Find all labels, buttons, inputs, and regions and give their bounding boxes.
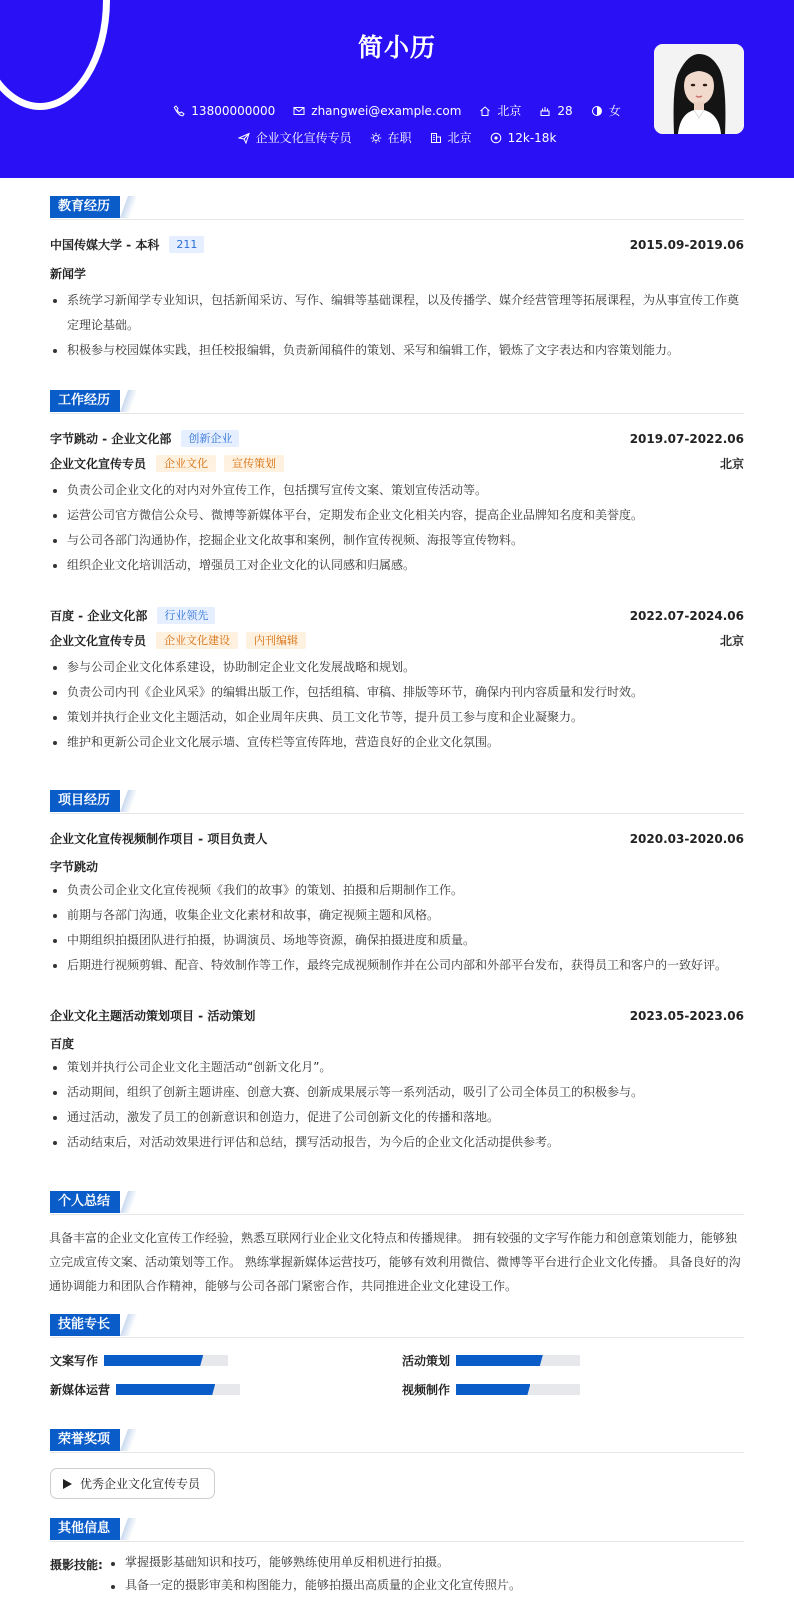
project-header-row	[50, 1007, 744, 1024]
project-title-bar	[50, 790, 744, 814]
list-item: 参与公司企业文化体系建设，协助制定企业文化发展战略和规划。	[50, 655, 744, 680]
skill-bar-fill	[104, 1355, 203, 1366]
city-item	[430, 129, 472, 146]
school-badge: 211	[169, 236, 204, 253]
work-header-row	[50, 430, 744, 447]
role-name: 企业文化宣传专员	[50, 634, 147, 648]
skills-section	[50, 1314, 744, 1397]
company-name: 百度 - 企业文化部	[50, 609, 148, 623]
list-item: 策划并执行公司企业文化主题活动“创新文化月”。	[50, 1055, 744, 1080]
school-name: 中国传媒大学 - 本科	[50, 238, 160, 252]
status-item	[370, 129, 412, 146]
resume-header	[0, 0, 794, 178]
education-bullets	[50, 288, 744, 363]
awards-title-bar	[50, 1429, 744, 1453]
skill-bar-fill	[116, 1384, 215, 1395]
summary-title-bar	[50, 1191, 744, 1215]
section-title: 其他信息	[50, 1518, 120, 1540]
city-text: 北京	[447, 131, 472, 145]
list-item: 活动期间，组织了创新主题讲座、创意大赛、创新成果展示等一系列活动，吸引了公司全体员工的积极参与。	[50, 1080, 744, 1105]
position-text: 企业文化宣传专员	[255, 131, 352, 145]
major-name: 新闻学	[50, 267, 87, 281]
role-tag: 企业文化	[156, 455, 216, 472]
skill-bar	[456, 1355, 580, 1366]
list-item: 掌握摄影基础知识和技巧，能够熟练使用单反相机进行拍摄。	[108, 1551, 744, 1574]
skill-name: 新媒体运营	[50, 1383, 111, 1397]
other-label: 摄影技能:	[50, 1558, 103, 1572]
project-org: 百度	[50, 1037, 75, 1051]
section-title: 荣誉奖项	[50, 1429, 120, 1451]
list-item: 策划并执行企业文化主题活动，如企业周年庆典、员工文化节等，提升员工参与度和企业凝聚力。	[50, 705, 744, 730]
gender-icon	[591, 105, 603, 117]
skill-bar-fill	[456, 1384, 530, 1395]
work-title-bar	[50, 390, 744, 414]
list-item: 后期进行视频剪辑、配音、特效制作等工作，最终完成视频制作并在公司内部和外部平台发布，获得员工和客户的一致好评。	[50, 953, 744, 978]
mail-icon	[293, 105, 305, 117]
play-icon	[63, 1479, 72, 1489]
project-org: 字节跳动	[50, 860, 99, 874]
education-header-row	[50, 236, 744, 253]
work-role-row	[50, 455, 744, 472]
salary-text: 12k-18k	[507, 130, 557, 145]
summary-section	[49, 1191, 744, 1293]
section-title: 个人总结	[50, 1191, 120, 1213]
list-item: 运营公司官方微信公众号、微博等新媒体平台，定期发布企业文化相关内容，提高企业品牌知名度和美誉度。	[50, 503, 744, 528]
phone-text: 13800000000	[191, 103, 276, 118]
location-text: 北京	[497, 104, 522, 118]
education-date: 2015.09-2019.06	[629, 237, 744, 252]
skill-bar-fill	[456, 1355, 543, 1366]
project-title: 企业文化宣传视频制作项目 - 项目负责人	[50, 832, 268, 846]
role-name: 企业文化宣传专员	[50, 457, 147, 471]
section-title: 项目经历	[50, 790, 120, 812]
skill-bar	[104, 1355, 228, 1366]
position-item	[238, 129, 352, 146]
skill-item	[50, 1381, 240, 1398]
skill-name: 文案写作	[50, 1354, 99, 1368]
skill-name: 活动策划	[402, 1354, 451, 1368]
age-item	[539, 104, 572, 118]
list-item: 具备一定的摄影审美和构图能力，能够拍摄出高质量的企业文化宣传照片。	[108, 1574, 744, 1597]
skill-item	[402, 1352, 580, 1369]
email-item	[293, 104, 461, 118]
phone-item	[173, 104, 275, 118]
role-tag: 宣传策划	[224, 455, 284, 472]
role-tag: 企业文化建设	[156, 632, 238, 649]
education-title-bar	[50, 196, 744, 220]
status-icon	[370, 132, 382, 144]
project-date: 2020.03-2020.06	[629, 831, 744, 846]
section-title: 技能专长	[50, 1314, 120, 1336]
work-bullets	[50, 655, 744, 755]
other-bullets	[108, 1551, 744, 1597]
building-icon	[430, 132, 442, 144]
skill-bar	[116, 1384, 240, 1395]
awards-section	[50, 1429, 744, 1491]
company-name: 字节跳动 - 企业文化部	[50, 432, 172, 446]
project-title: 企业文化主题活动策划项目 - 活动策划	[50, 1009, 256, 1023]
cake-icon	[539, 105, 551, 117]
skill-bar	[456, 1384, 580, 1395]
status-text: 在职	[387, 131, 412, 145]
project-header-row	[50, 830, 744, 847]
award-chip	[50, 1468, 215, 1499]
work-city: 北京	[719, 634, 744, 648]
summary-text: 具备丰富的企业文化宣传工作经验，熟悉互联网行业企业文化特点和传播规律。 拥有较强的文字写作能力和创意策划能力，能够独立完成宣传文案、活动策划等工作。 熟练掌握新媒体运营技巧，能够有效利用微信、微博等平台进行企业文化传播。 具备良好的沟通协调能力和团队合作精神，能够与公司各部门紧密合作，共同推进企业文化建设工作。	[49, 1231, 741, 1293]
skills-title-bar	[50, 1314, 744, 1338]
work-bullets	[50, 478, 744, 578]
list-item: 维护和更新公司企业文化展示墙、宣传栏等宣传阵地，营造良好的企业文化氛围。	[50, 730, 744, 755]
section-title: 教育经历	[50, 196, 120, 218]
work-role-row	[50, 632, 744, 649]
list-item: 与公司各部门沟通协作，挖掘企业文化故事和案例，制作宣传视频、海报等宣传物料。	[50, 528, 744, 553]
list-item: 组织企业文化培训活动，增强员工对企业文化的认同感和归属感。	[50, 553, 744, 578]
candidate-name: 简小历	[357, 33, 436, 62]
list-item: 负责公司企业文化的对内对外宣传工作，包括撰写宣传文案、策划宣传活动等。	[50, 478, 744, 503]
work-section	[50, 390, 744, 749]
company-badge: 行业领先	[157, 607, 215, 624]
project-section	[50, 790, 744, 1149]
work-header-row	[50, 607, 744, 624]
work-date: 2022.07-2024.06	[629, 608, 744, 623]
skill-name: 视频制作	[402, 1383, 451, 1397]
award-name: 优秀企业文化宣传专员	[80, 1477, 201, 1491]
skill-item	[402, 1381, 580, 1398]
company-badge: 创新企业	[181, 430, 239, 447]
project-bullets	[50, 1055, 744, 1155]
section-title: 工作经历	[50, 390, 120, 412]
salary-icon	[490, 132, 502, 144]
gender-item	[591, 102, 621, 119]
other-title-bar	[50, 1518, 744, 1542]
phone-icon	[173, 105, 185, 117]
list-item: 活动结束后，对活动效果进行评估和总结，撰写活动报告，为今后的企业文化活动提供参考。	[50, 1130, 744, 1155]
role-tag: 内刊编辑	[246, 632, 306, 649]
list-item: 负责公司企业文化宣传视频《我们的故事》的策划、拍摄和后期制作工作。	[50, 878, 744, 903]
list-item: 系统学习新闻学专业知识，包括新闻采访、写作、编辑等基础课程，以及传播学、媒介经营管理等拓展课程，为从事宣传工作奠定理论基础。	[50, 288, 744, 338]
education-section	[50, 196, 744, 357]
portrait-image	[654, 44, 744, 134]
salary-item	[490, 131, 557, 145]
list-item: 负责公司内刊《企业风采》的编辑出版工作，包括组稿、审稿、排版等环节，确保内刊内容质量和发行时效。	[50, 680, 744, 705]
gender-text: 女	[608, 104, 621, 118]
home-icon	[479, 105, 491, 117]
list-item: 中期组织拍摄团队进行拍摄，协调演员、场地等资源，确保拍摄进度和质量。	[50, 928, 744, 953]
work-city: 北京	[719, 457, 744, 471]
age-text: 28	[557, 103, 573, 118]
profile-photo	[654, 44, 744, 134]
other-section	[50, 1518, 744, 1592]
email-text: zhangwei@example.com	[311, 103, 462, 118]
project-date: 2023.05-2023.06	[629, 1008, 744, 1023]
project-bullets	[50, 878, 744, 978]
list-item: 前期与各部门沟通，收集企业文化素材和故事，确定视频主题和风格。	[50, 903, 744, 928]
send-icon	[238, 132, 250, 144]
skill-item	[50, 1352, 228, 1369]
location-item	[479, 102, 521, 119]
list-item: 通过活动，激发了员工的创新意识和创造力，促进了公司创新文化的传播和落地。	[50, 1105, 744, 1130]
work-date: 2019.07-2022.06	[629, 431, 744, 446]
list-item: 积极参与校园媒体实践，担任校报编辑，负责新闻稿件的策划、采写和编辑工作，锻炼了文字表达和内容策划能力。	[50, 338, 744, 363]
